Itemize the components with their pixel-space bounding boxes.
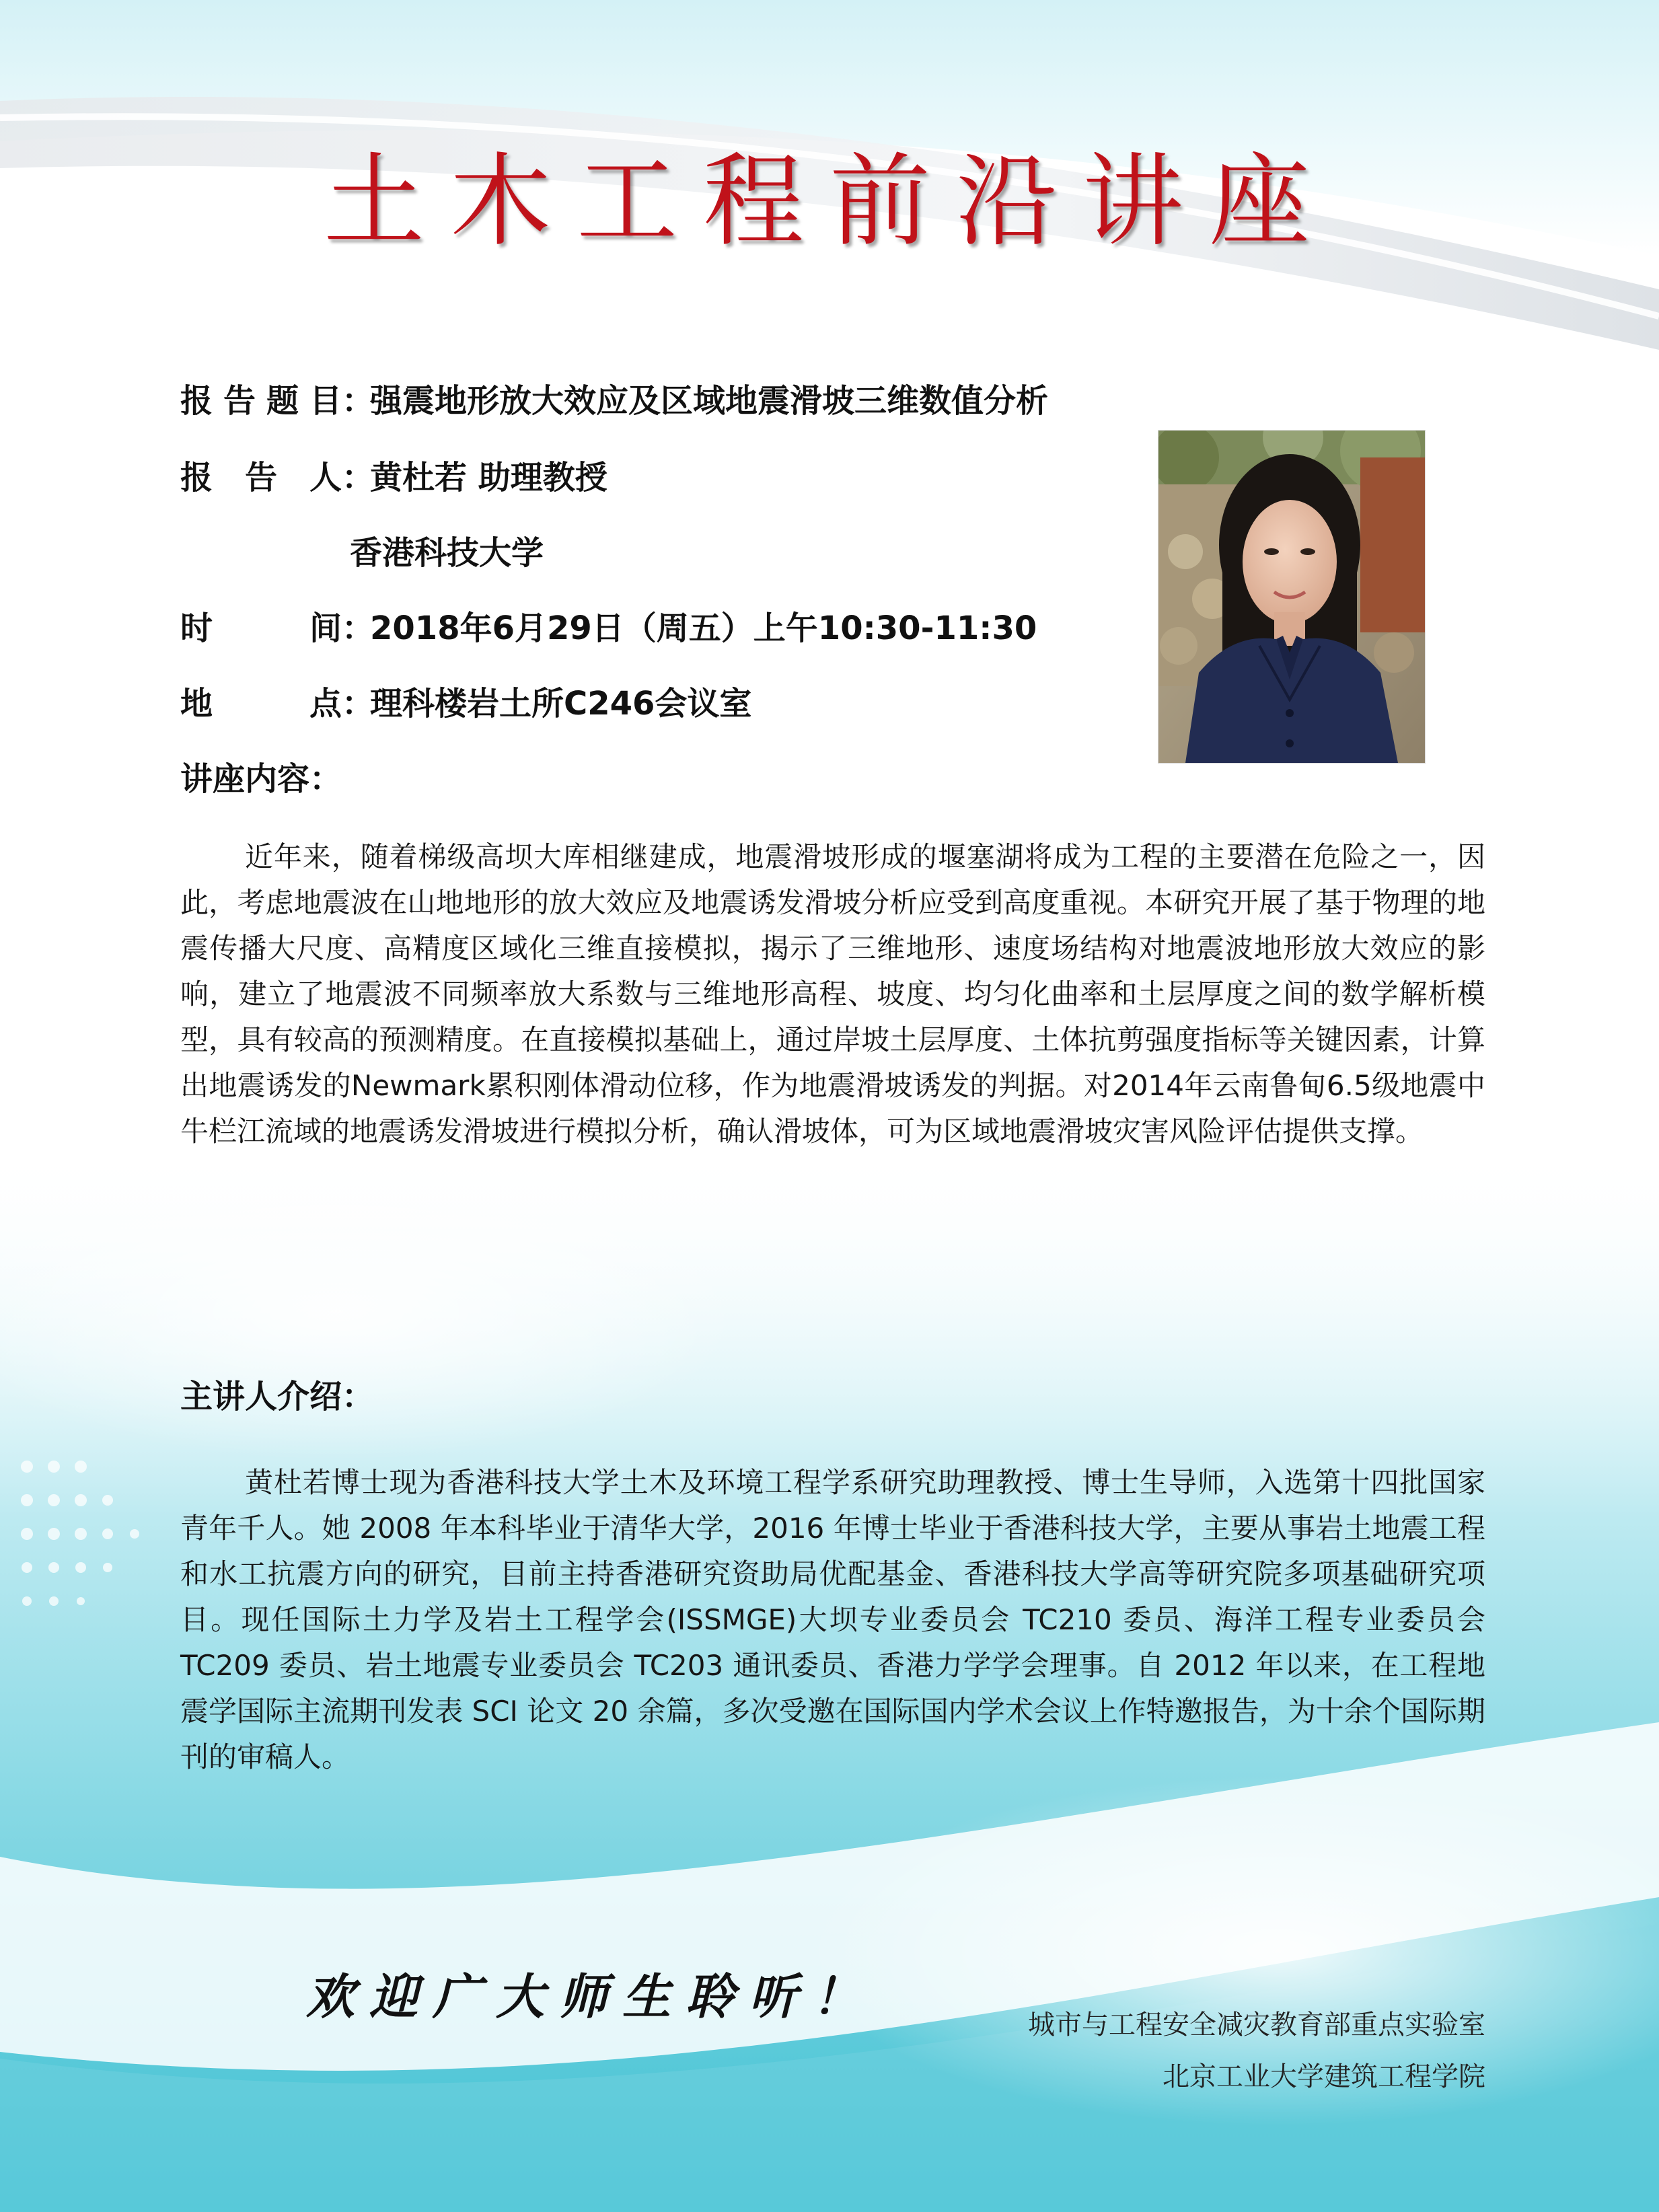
location-value: 理科楼岩土所C246会议室 <box>370 685 752 723</box>
page-title: 土木工程前沿讲座 <box>323 143 1335 260</box>
topic-row <box>180 381 1048 421</box>
welcome-message: 欢迎广大师生聆听！ <box>306 1968 876 2025</box>
time-label: 时 间 <box>180 610 342 647</box>
time-row <box>180 608 1037 649</box>
location-colon: ： <box>342 685 375 723</box>
time-colon: ： <box>342 610 375 647</box>
topic-colon: ： <box>342 382 375 420</box>
time-value: 2018年6月29日（周五）上午10:30-11:30 <box>370 610 1037 647</box>
topic-value: 强震地形放大效应及区域地震滑坡三维数值分析 <box>370 382 1049 420</box>
content-heading: 讲座内容： <box>180 760 342 798</box>
speaker-value: 黄杜若 助理教授 <box>370 459 607 496</box>
bio-paragraph: 黄杜若博士现为香港科技大学土木及环境工程学系研究助理教授、博士生导师，入选第十四批国家青年千人。她 2008 年本科毕业于清华大学，2016 年博士毕业于香港科技大学，主要从事岩土地震工程和水工抗震方向的研究，目前主持香港研究资助局优配基金、香港科技大学高等研究院多项基础研究项目。现任国际土力学及岩土工程学会(ISSMGE)大坝专业委员会 TC210 委员、海洋工程专业委员会 TC209 委员、岩土地震专业委员会 TC203 通讯委员、香港力学学会理事。自 2012 年以来，在工程地震学国际主流期刊发表 SCI 论文 20 余篇，多次受邀在国际国内学术会议上作特邀报告，为十余个国际期刊的审稿人。 <box>180 1466 1485 1773</box>
location-label: 地 点 <box>180 685 342 723</box>
speaker-portrait-image <box>1158 431 1425 763</box>
content-paragraph: 近年来，随着梯级高坝大库相继建成，地震滑坡形成的堰塞湖将成为工程的主要潜在危险之一，因此，考虑地震波在山地地形的放大效应及地震诱发滑坡分析应受到高度重视。本研究开展了基于物理的地震传播大尺度、高精度区域化三维直接模拟，揭示了三维地形、速度场结构对地震波地形放大效应的影响，建立了地震波不同频率放大系数与三维地形高程、坡度、均匀化曲率和土层厚度之间的数学解析模型，具有较高的预测精度。在直接模拟基础上，通过岸坡土层厚度、土体抗剪强度指标等关键因素，计算出地震诱发的Newmark累积刚体滑动位移，作为地震滑坡诱发的判据。对2014年云南鲁甸6.5级地震中牛栏江流域的地震诱发滑坡进行模拟分析，确认滑坡体，可为区域地震滑坡灾害风险评估提供支撑。 <box>180 840 1485 1148</box>
affiliation-value: 香港科技大学 <box>350 534 544 572</box>
organizer-college: 北京工业大学建筑工程学院 <box>1163 2061 1485 2092</box>
location-row <box>180 684 751 724</box>
speaker-colon: ： <box>342 459 375 496</box>
topic-label: 报告题目 <box>180 382 342 420</box>
speaker-row <box>180 457 607 498</box>
speaker-photo <box>1158 431 1425 763</box>
bio-heading: 主讲人介绍： <box>180 1378 375 1415</box>
organizer-lab: 城市与工程安全减灾教育部重点实验室 <box>1028 2010 1485 2040</box>
speaker-label: 报 告 人 <box>180 459 342 496</box>
affiliation-row <box>350 533 544 573</box>
